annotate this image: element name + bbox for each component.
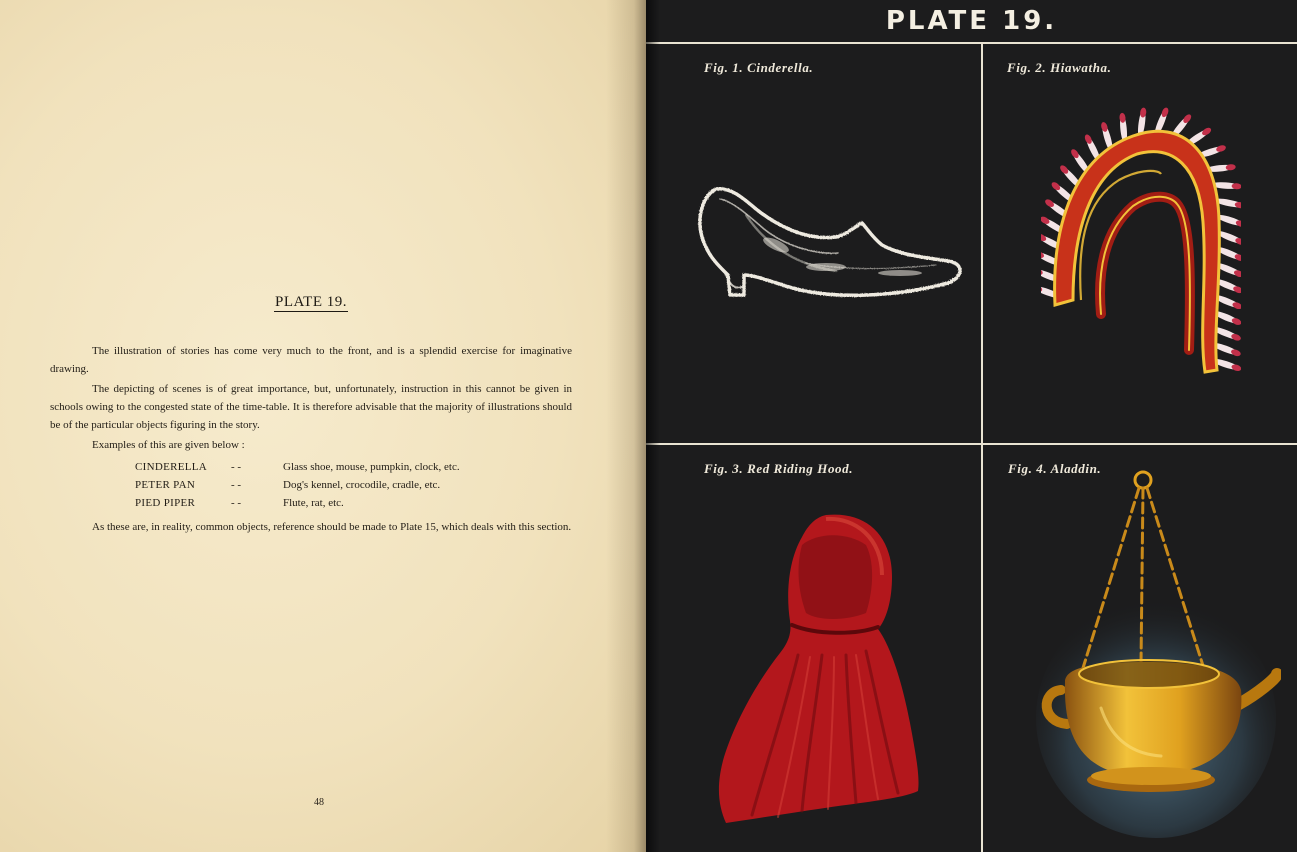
examples-table bbox=[135, 458, 460, 512]
vertical-rule bbox=[981, 42, 983, 852]
plate-title: PLATE 19. bbox=[885, 6, 1058, 36]
heading-text: PLATE 19. bbox=[275, 294, 347, 310]
example-dash: - - bbox=[231, 479, 242, 491]
examples-intro: Examples of this are given below : bbox=[92, 439, 245, 451]
fig-3-caption: Fig. 3. Red Riding Hood. bbox=[704, 461, 854, 476]
closing-paragraph: As these are, in reality, common objects, reference should be made to Plate 15, which deals with this section. bbox=[92, 521, 572, 533]
example-story: CINDERELLA bbox=[135, 461, 208, 473]
page-heading bbox=[0, 294, 622, 311]
fig-4-caption: Fig. 4. Aladdin. bbox=[1008, 461, 1102, 476]
example-dash: - - bbox=[231, 461, 242, 473]
paragraph-2: The depicting of scenes is of great importance, but, unfortunately, instruction in this cannot be given in schools owing to the congested state of the time-table. It is therefore advisable that the majority of illustrations should be of the particular objects figuring in the story. bbox=[50, 383, 572, 431]
example-objects: Glass shoe, mouse, pumpkin, clock, etc. bbox=[283, 461, 460, 473]
glass-slipper-icon bbox=[686, 175, 976, 315]
top-rule bbox=[646, 42, 1297, 44]
fig-1-caption: Fig. 1. Cinderella. bbox=[704, 60, 814, 75]
example-row bbox=[135, 494, 460, 512]
page-number: 48 bbox=[314, 797, 324, 808]
example-story: PETER PAN bbox=[135, 479, 196, 491]
middle-rule bbox=[646, 443, 1297, 445]
paragraph-1: The illustration of stories has come very much to the front, and is a splendid exercise for imaginative drawing. bbox=[50, 345, 572, 375]
example-story: PIED PIPER bbox=[135, 497, 196, 509]
example-row bbox=[135, 476, 460, 494]
left-page bbox=[0, 0, 646, 852]
right-page-plate bbox=[646, 0, 1297, 852]
feather-headdress-icon bbox=[1041, 100, 1241, 380]
example-row bbox=[135, 458, 460, 476]
example-dash: - - bbox=[231, 497, 242, 509]
fig-2-caption: Fig. 2. Hiawatha. bbox=[1007, 60, 1112, 75]
example-objects: Flute, rat, etc. bbox=[283, 497, 344, 509]
example-objects: Dog's kennel, crocodile, cradle, etc. bbox=[283, 479, 441, 491]
body-text bbox=[50, 342, 572, 538]
red-cloak-icon bbox=[706, 505, 936, 830]
hanging-lamp-icon bbox=[1031, 468, 1281, 838]
